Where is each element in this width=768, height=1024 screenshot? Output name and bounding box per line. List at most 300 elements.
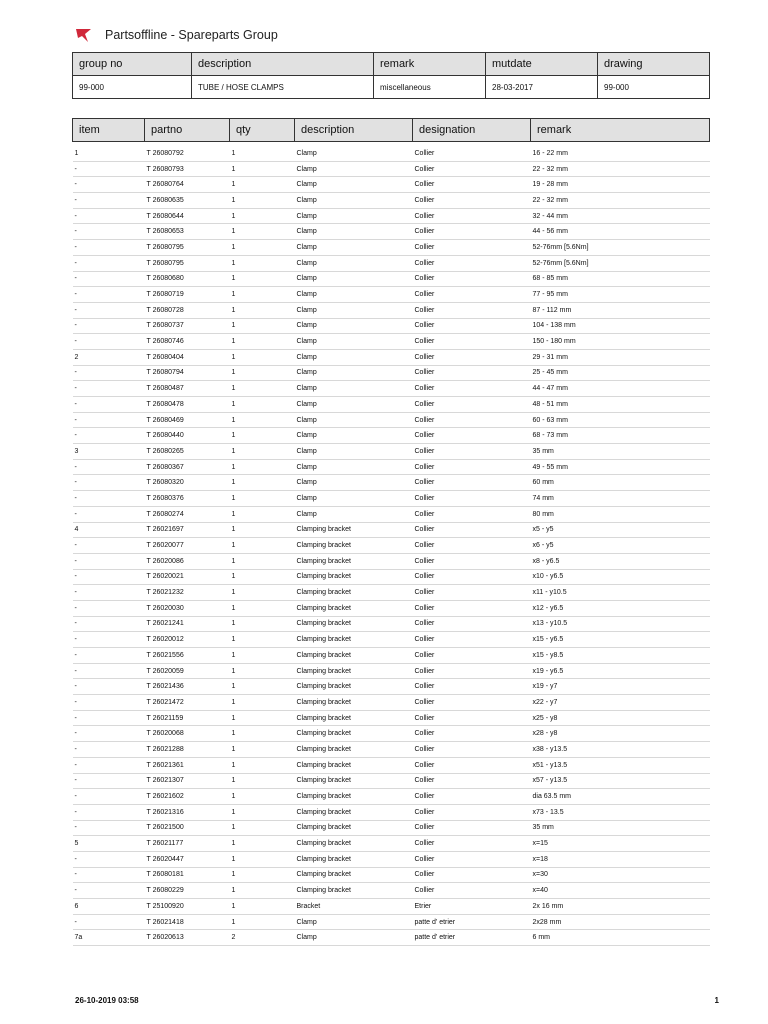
remark-cell: x6 - y5 xyxy=(531,538,710,554)
remark-cell: x15 - y8.5 xyxy=(531,648,710,664)
description-cell: Clamp xyxy=(295,506,413,522)
column-header: remark xyxy=(531,119,710,142)
partno-cell: T 26021556 xyxy=(145,648,230,664)
item-cell: - xyxy=(73,742,145,758)
qty-cell: 1 xyxy=(230,742,295,758)
designation-cell: Collier xyxy=(413,726,531,742)
partno-cell: T 26080367 xyxy=(145,459,230,475)
item-cell: - xyxy=(73,632,145,648)
remark-cell: 60 mm xyxy=(531,475,710,491)
qty-cell: 1 xyxy=(230,695,295,711)
group-mutdate: 28-03-2017 xyxy=(486,76,598,99)
item-cell: 4 xyxy=(73,522,145,538)
description-cell: Clamp xyxy=(295,930,413,946)
qty-cell: 1 xyxy=(230,397,295,413)
description-cell: Clamping bracket xyxy=(295,820,413,836)
item-cell: - xyxy=(73,459,145,475)
designation-cell: Collier xyxy=(413,820,531,836)
table-row xyxy=(73,412,710,428)
remark-cell: x=30 xyxy=(531,867,710,883)
remark-cell: x73 - 13.5 xyxy=(531,804,710,820)
designation-cell: Collier xyxy=(413,600,531,616)
parts-table xyxy=(72,118,710,946)
qty-cell: 1 xyxy=(230,632,295,648)
qty-cell: 1 xyxy=(230,585,295,601)
partno-cell: T 26020021 xyxy=(145,569,230,585)
remark-cell: x25 - y8 xyxy=(531,710,710,726)
item-cell: - xyxy=(73,538,145,554)
partno-cell: T 26080680 xyxy=(145,271,230,287)
qty-cell: 1 xyxy=(230,710,295,726)
partno-cell: T 26021232 xyxy=(145,585,230,601)
description-cell: Clamp xyxy=(295,240,413,256)
table-row xyxy=(73,302,710,318)
description-cell: Clamping bracket xyxy=(295,773,413,789)
remark-cell: 150 - 180 mm xyxy=(531,334,710,350)
group-info-table xyxy=(72,52,710,99)
description-cell: Clamp xyxy=(295,161,413,177)
partno-cell: T 26080728 xyxy=(145,302,230,318)
description-cell: Clamping bracket xyxy=(295,695,413,711)
remark-cell: 60 - 63 mm xyxy=(531,412,710,428)
description-cell: Clamp xyxy=(295,208,413,224)
partno-cell: T 26080274 xyxy=(145,506,230,522)
column-header: designation xyxy=(413,119,531,142)
description-cell: Clamping bracket xyxy=(295,600,413,616)
qty-cell: 1 xyxy=(230,240,295,256)
item-cell: - xyxy=(73,710,145,726)
description-cell: Clamping bracket xyxy=(295,710,413,726)
remark-cell: 77 - 95 mm xyxy=(531,287,710,303)
remark-cell: x22 - y7 xyxy=(531,695,710,711)
column-header: description xyxy=(192,53,374,76)
remark-cell: x12 - y6.5 xyxy=(531,600,710,616)
partno-cell: T 26080653 xyxy=(145,224,230,240)
description-cell: Clamp xyxy=(295,444,413,460)
description-cell: Clamping bracket xyxy=(295,569,413,585)
table-row xyxy=(73,255,710,271)
designation-cell: Collier xyxy=(413,538,531,554)
item-cell: - xyxy=(73,820,145,836)
table-row xyxy=(73,334,710,350)
table-row xyxy=(73,522,710,538)
partno-cell: T 26080265 xyxy=(145,444,230,460)
table-row xyxy=(73,161,710,177)
remark-cell: 80 mm xyxy=(531,506,710,522)
partno-cell: T 26080478 xyxy=(145,397,230,413)
remark-cell: x5 - y5 xyxy=(531,522,710,538)
description-cell: Clamp xyxy=(295,459,413,475)
remark-cell: 44 - 56 mm xyxy=(531,224,710,240)
description-cell: Clamp xyxy=(295,193,413,209)
qty-cell: 1 xyxy=(230,302,295,318)
partno-cell: T 26080764 xyxy=(145,177,230,193)
qty-cell: 1 xyxy=(230,193,295,209)
item-cell: - xyxy=(73,397,145,413)
partno-cell: T 26080792 xyxy=(145,142,230,162)
remark-cell: x=15 xyxy=(531,836,710,852)
designation-cell: Collier xyxy=(413,569,531,585)
qty-cell: 1 xyxy=(230,334,295,350)
column-header: item xyxy=(73,119,145,142)
qty-cell: 1 xyxy=(230,459,295,475)
description-cell: Clamping bracket xyxy=(295,616,413,632)
item-cell: - xyxy=(73,412,145,428)
designation-cell: Collier xyxy=(413,491,531,507)
designation-cell: Collier xyxy=(413,240,531,256)
item-cell: - xyxy=(73,506,145,522)
qty-cell: 1 xyxy=(230,506,295,522)
remark-cell: x15 - y6.5 xyxy=(531,632,710,648)
table-row xyxy=(73,695,710,711)
remark-cell: 35 mm xyxy=(531,444,710,460)
partno-cell: T 26021472 xyxy=(145,695,230,711)
designation-cell: Collier xyxy=(413,177,531,193)
table-row xyxy=(73,569,710,585)
table-row xyxy=(73,789,710,805)
partno-cell: T 26020012 xyxy=(145,632,230,648)
remark-cell: 104 - 138 mm xyxy=(531,318,710,334)
item-cell: - xyxy=(73,255,145,271)
table-row xyxy=(73,804,710,820)
logo-icon xyxy=(75,26,93,44)
qty-cell: 1 xyxy=(230,804,295,820)
description-cell: Clamp xyxy=(295,412,413,428)
qty-cell: 1 xyxy=(230,553,295,569)
remark-cell: x13 - y10.5 xyxy=(531,616,710,632)
remark-cell: x10 - y6.5 xyxy=(531,569,710,585)
item-cell: - xyxy=(73,334,145,350)
remark-cell: 87 - 112 mm xyxy=(531,302,710,318)
table-row xyxy=(73,726,710,742)
table-row xyxy=(73,506,710,522)
designation-cell: Collier xyxy=(413,836,531,852)
description-cell: Clamping bracket xyxy=(295,522,413,538)
partno-cell: T 26080794 xyxy=(145,365,230,381)
designation-cell: Collier xyxy=(413,883,531,899)
table-row xyxy=(73,600,710,616)
qty-cell: 1 xyxy=(230,177,295,193)
designation-cell: Collier xyxy=(413,318,531,334)
qty-cell: 1 xyxy=(230,142,295,162)
remark-cell: x19 - y6.5 xyxy=(531,663,710,679)
parts-header-row xyxy=(73,119,710,142)
footer-timestamp: 26-10-2019 03:58 xyxy=(75,996,139,1005)
description-cell: Clamp xyxy=(295,365,413,381)
item-cell: - xyxy=(73,240,145,256)
partno-cell: T 26080644 xyxy=(145,208,230,224)
qty-cell: 1 xyxy=(230,255,295,271)
table-row xyxy=(73,553,710,569)
description-cell: Clamp xyxy=(295,177,413,193)
table-row xyxy=(73,820,710,836)
designation-cell: Collier xyxy=(413,679,531,695)
remark-cell: 16 - 22 mm xyxy=(531,142,710,162)
qty-cell: 1 xyxy=(230,412,295,428)
designation-cell: Collier xyxy=(413,522,531,538)
partno-cell: T 26021697 xyxy=(145,522,230,538)
table-row xyxy=(73,742,710,758)
qty-cell: 1 xyxy=(230,365,295,381)
designation-cell: Collier xyxy=(413,804,531,820)
partno-cell: T 26021602 xyxy=(145,789,230,805)
column-header: qty xyxy=(230,119,295,142)
item-cell: 1 xyxy=(73,142,145,162)
description-cell: Clamp xyxy=(295,334,413,350)
table-row xyxy=(73,240,710,256)
description-cell: Clamping bracket xyxy=(295,867,413,883)
designation-cell: Collier xyxy=(413,867,531,883)
designation-cell: Collier xyxy=(413,428,531,444)
qty-cell: 1 xyxy=(230,679,295,695)
designation-cell: Collier xyxy=(413,757,531,773)
qty-cell: 1 xyxy=(230,569,295,585)
description-cell: Clamp xyxy=(295,142,413,162)
item-cell: - xyxy=(73,773,145,789)
item-cell: - xyxy=(73,789,145,805)
group-description: TUBE / HOSE CLAMPS xyxy=(192,76,374,99)
qty-cell: 1 xyxy=(230,475,295,491)
partno-cell: T 26080469 xyxy=(145,412,230,428)
table-row xyxy=(73,679,710,695)
table-row xyxy=(73,208,710,224)
description-cell: Clamp xyxy=(295,491,413,507)
designation-cell: Collier xyxy=(413,365,531,381)
item-cell: - xyxy=(73,851,145,867)
partno-cell: T 26080320 xyxy=(145,475,230,491)
qty-cell: 1 xyxy=(230,491,295,507)
item-cell: - xyxy=(73,381,145,397)
qty-cell: 1 xyxy=(230,726,295,742)
table-row xyxy=(73,930,710,946)
description-cell: Clamp xyxy=(295,302,413,318)
partno-cell: T 26021418 xyxy=(145,914,230,930)
table-row xyxy=(73,710,710,726)
item-cell: - xyxy=(73,679,145,695)
qty-cell: 1 xyxy=(230,287,295,303)
item-cell: - xyxy=(73,726,145,742)
description-cell: Clamp xyxy=(295,271,413,287)
remark-cell: 22 - 32 mm xyxy=(531,193,710,209)
item-cell: 6 xyxy=(73,899,145,915)
item-cell: - xyxy=(73,757,145,773)
partno-cell: T 26020447 xyxy=(145,851,230,867)
qty-cell: 1 xyxy=(230,208,295,224)
description-cell: Clamping bracket xyxy=(295,679,413,695)
qty-cell: 1 xyxy=(230,914,295,930)
table-row xyxy=(73,491,710,507)
description-cell: Clamping bracket xyxy=(295,804,413,820)
designation-cell: Collier xyxy=(413,789,531,805)
description-cell: Clamping bracket xyxy=(295,663,413,679)
partno-cell: T 26020613 xyxy=(145,930,230,946)
item-cell: - xyxy=(73,475,145,491)
table-row xyxy=(73,224,710,240)
page-header xyxy=(75,24,278,46)
designation-cell: Collier xyxy=(413,161,531,177)
remark-cell: x11 - y10.5 xyxy=(531,585,710,601)
table-row xyxy=(73,836,710,852)
description-cell: Clamping bracket xyxy=(295,836,413,852)
designation-cell: Collier xyxy=(413,302,531,318)
qty-cell: 1 xyxy=(230,600,295,616)
item-cell: - xyxy=(73,208,145,224)
designation-cell: Collier xyxy=(413,475,531,491)
partno-cell: T 26021159 xyxy=(145,710,230,726)
qty-cell: 1 xyxy=(230,820,295,836)
partno-cell: T 26080376 xyxy=(145,491,230,507)
description-cell: Clamping bracket xyxy=(295,789,413,805)
item-cell: - xyxy=(73,804,145,820)
description-cell: Clamp xyxy=(295,397,413,413)
remark-cell: 19 - 28 mm xyxy=(531,177,710,193)
table-row xyxy=(73,632,710,648)
item-cell: 5 xyxy=(73,836,145,852)
item-cell: 7a xyxy=(73,930,145,946)
remark-cell: x38 - y13.5 xyxy=(531,742,710,758)
table-row xyxy=(73,318,710,334)
remark-cell: x51 - y13.5 xyxy=(531,757,710,773)
designation-cell: Collier xyxy=(413,142,531,162)
remark-cell: 68 - 73 mm xyxy=(531,428,710,444)
designation-cell: Collier xyxy=(413,585,531,601)
partno-cell: T 26021241 xyxy=(145,616,230,632)
table-row xyxy=(73,428,710,444)
description-cell: Clamping bracket xyxy=(295,632,413,648)
partno-cell: T 26021177 xyxy=(145,836,230,852)
qty-cell: 1 xyxy=(230,851,295,867)
partno-cell: T 26021361 xyxy=(145,757,230,773)
item-cell: - xyxy=(73,491,145,507)
table-row xyxy=(73,648,710,664)
designation-cell: Collier xyxy=(413,397,531,413)
qty-cell: 2 xyxy=(230,930,295,946)
page-title: Partsoffline - Spareparts Group xyxy=(105,28,278,42)
partno-cell: T 25100920 xyxy=(145,899,230,915)
designation-cell: Collier xyxy=(413,255,531,271)
column-header: description xyxy=(295,119,413,142)
table-row xyxy=(73,177,710,193)
remark-cell: x19 - y7 xyxy=(531,679,710,695)
partno-cell: T 26080793 xyxy=(145,161,230,177)
qty-cell: 1 xyxy=(230,318,295,334)
description-cell: Clamping bracket xyxy=(295,648,413,664)
designation-cell: Collier xyxy=(413,506,531,522)
table-row xyxy=(73,444,710,460)
remark-cell: x=18 xyxy=(531,851,710,867)
remark-cell: x57 - y13.5 xyxy=(531,773,710,789)
designation-cell: Collier xyxy=(413,271,531,287)
qty-cell: 1 xyxy=(230,444,295,460)
partno-cell: T 26080487 xyxy=(145,381,230,397)
partno-cell: T 26021288 xyxy=(145,742,230,758)
qty-cell: 1 xyxy=(230,224,295,240)
designation-cell: Collier xyxy=(413,648,531,664)
qty-cell: 1 xyxy=(230,648,295,664)
designation-cell: Collier xyxy=(413,663,531,679)
table-row xyxy=(73,459,710,475)
group-info-header-row xyxy=(73,53,710,76)
item-cell: - xyxy=(73,428,145,444)
qty-cell: 1 xyxy=(230,663,295,679)
description-cell: Clamp xyxy=(295,475,413,491)
item-cell: - xyxy=(73,224,145,240)
item-cell: - xyxy=(73,553,145,569)
table-row xyxy=(73,365,710,381)
table-row xyxy=(73,397,710,413)
description-cell: Bracket xyxy=(295,899,413,915)
remark-cell: 29 - 31 mm xyxy=(531,349,710,365)
partno-cell: T 26021500 xyxy=(145,820,230,836)
designation-cell: Collier xyxy=(413,334,531,350)
column-header: remark xyxy=(374,53,486,76)
table-row xyxy=(73,142,710,162)
partno-cell: T 26080404 xyxy=(145,349,230,365)
designation-cell: patte d' etrier xyxy=(413,930,531,946)
qty-cell: 1 xyxy=(230,428,295,444)
designation-cell: Collier xyxy=(413,710,531,726)
column-header: mutdate xyxy=(486,53,598,76)
remark-cell: x=40 xyxy=(531,883,710,899)
description-cell: Clamping bracket xyxy=(295,883,413,899)
qty-cell: 1 xyxy=(230,773,295,789)
table-row xyxy=(73,883,710,899)
partno-cell: T 26020059 xyxy=(145,663,230,679)
qty-cell: 1 xyxy=(230,381,295,397)
remark-cell: 44 - 47 mm xyxy=(531,381,710,397)
designation-cell: Etrier xyxy=(413,899,531,915)
item-cell: - xyxy=(73,365,145,381)
designation-cell: Collier xyxy=(413,287,531,303)
group-info-row xyxy=(73,76,710,99)
description-cell: Clamp xyxy=(295,349,413,365)
description-cell: Clamping bracket xyxy=(295,757,413,773)
item-cell: - xyxy=(73,161,145,177)
group-drawing: 99-000 xyxy=(598,76,710,99)
item-cell: - xyxy=(73,695,145,711)
item-cell: - xyxy=(73,663,145,679)
qty-cell: 1 xyxy=(230,883,295,899)
qty-cell: 1 xyxy=(230,836,295,852)
item-cell: 3 xyxy=(73,444,145,460)
table-row xyxy=(73,287,710,303)
qty-cell: 1 xyxy=(230,538,295,554)
partno-cell: T 26080440 xyxy=(145,428,230,444)
table-row xyxy=(73,349,710,365)
designation-cell: Collier xyxy=(413,773,531,789)
description-cell: Clamp xyxy=(295,914,413,930)
description-cell: Clamping bracket xyxy=(295,742,413,758)
partno-cell: T 26020086 xyxy=(145,553,230,569)
qty-cell: 1 xyxy=(230,867,295,883)
partno-cell: T 26080795 xyxy=(145,240,230,256)
table-row xyxy=(73,475,710,491)
qty-cell: 1 xyxy=(230,522,295,538)
remark-cell: dia 63.5 mm xyxy=(531,789,710,805)
item-cell: - xyxy=(73,287,145,303)
remark-cell: x28 - y8 xyxy=(531,726,710,742)
item-cell: - xyxy=(73,883,145,899)
table-row xyxy=(73,585,710,601)
designation-cell: Collier xyxy=(413,632,531,648)
qty-cell: 1 xyxy=(230,616,295,632)
partno-cell: T 26080635 xyxy=(145,193,230,209)
designation-cell: patte d' etrier xyxy=(413,914,531,930)
partno-cell: T 26080719 xyxy=(145,287,230,303)
table-row xyxy=(73,914,710,930)
item-cell: - xyxy=(73,585,145,601)
table-row xyxy=(73,851,710,867)
